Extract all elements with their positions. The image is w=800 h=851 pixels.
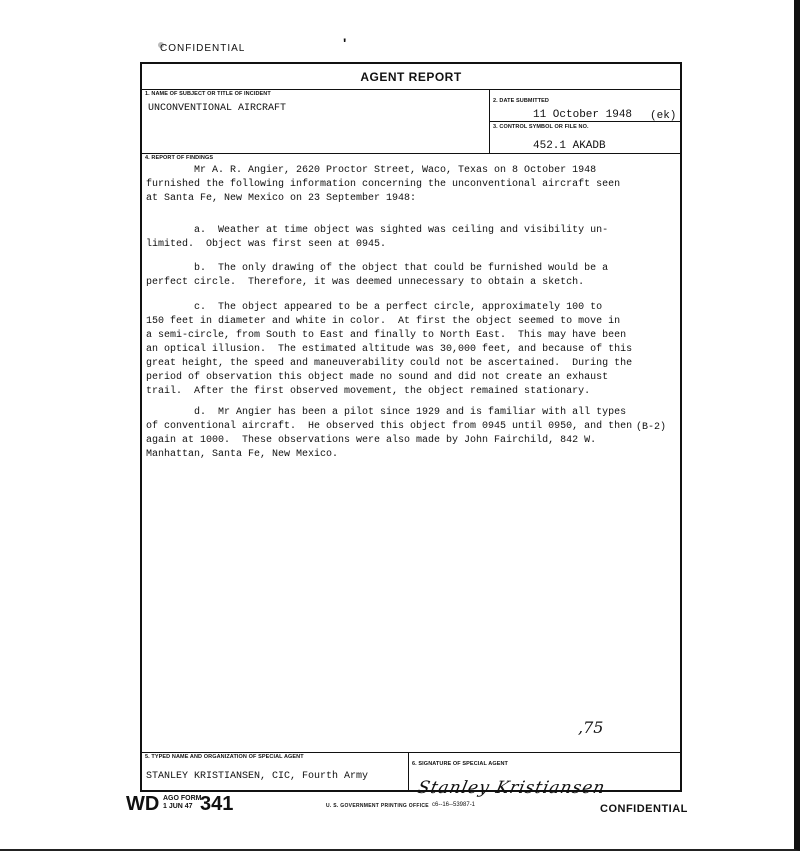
- findings-line: great height, the speed and maneuverability could not be ascertained. During the: [146, 358, 633, 369]
- control-label: 3. CONTROL SYMBOL OR FILE NO.: [493, 124, 589, 130]
- ago-form-line2: 1 JUN 47: [163, 803, 193, 810]
- page-number: ,75: [578, 718, 604, 737]
- findings-line: period of observation this object made no sound and did not create an exhaust: [146, 372, 609, 383]
- findings-line: again at 1000. These observations were also made by John Fairchild, 842 W.: [146, 435, 597, 446]
- findings-line: Manhattan, Santa Fe, New Mexico.: [146, 449, 339, 460]
- subject-value: UNCONVENTIONAL AIRCRAFT: [148, 103, 287, 114]
- findings-line: a. Weather at time object was sighted was ceiling and visibility un-: [146, 225, 609, 236]
- signature-label: 6. SIGNATURE OF SPECIAL AGENT: [412, 761, 509, 767]
- divider: [142, 153, 680, 154]
- divider: [408, 752, 409, 792]
- divider: [142, 752, 680, 753]
- findings-line: c. The object appeared to be a perfect circle, approximately 100 to: [146, 302, 603, 313]
- form-wd: WD: [126, 793, 160, 815]
- evaluation-code: (B-2): [636, 422, 667, 433]
- findings-line: an optical illusion. The estimated altitude was 30,000 feet, and because of this: [146, 344, 633, 355]
- subject-label: 1. NAME OF SUBJECT OR TITLE OF INCIDENT: [145, 91, 271, 97]
- findings-label: 4. REPORT OF FINDINGS: [145, 155, 214, 161]
- findings-line: a semi-circle, from South to East and finally to North East. This may have been: [146, 330, 627, 341]
- date-label: 2. DATE SUBMITTED: [493, 98, 549, 104]
- print-code: c6--16--53987-1: [432, 802, 476, 808]
- agent-value: STANLEY KRISTIANSEN, CIC, Fourth Army: [146, 771, 369, 782]
- findings-line: perfect circle. Therefore, it was deemed unnecessary to obtain a sketch.: [146, 277, 585, 288]
- agent-label: 5. TYPED NAME AND ORGANIZATION OF SPECIAL AGENT: [145, 754, 304, 760]
- top-mark: ': [343, 35, 347, 51]
- findings-line: b. The only drawing of the object that could be furnished would be a: [146, 263, 609, 274]
- divider: [489, 121, 682, 122]
- date-value: 11 October 1948: [533, 109, 633, 121]
- date-initials: (ek): [650, 110, 677, 122]
- form-title: AGENT REPORT: [360, 70, 462, 84]
- findings-line: trail. After the first observed movement, the object remained stationary.: [146, 386, 591, 397]
- agent-signature: Stanley Kristiansen: [415, 778, 608, 798]
- divider: [142, 89, 680, 90]
- findings-line: of conventional aircraft. He observed this object from 0945 until 0950, and then: [146, 421, 633, 432]
- classification-top: CONFIDENTIAL: [160, 43, 246, 54]
- findings-line: limited. Object was first seen at 0945.: [146, 239, 387, 250]
- findings-line: 150 feet in diameter and white in color. At first the object seemed to move in: [146, 316, 621, 327]
- ago-form-line1: AGO FORM: [163, 795, 202, 802]
- classification-bottom: CONFIDENTIAL: [600, 803, 688, 815]
- form-number: 341: [200, 793, 234, 815]
- control-value: 452.1 AKADB: [533, 140, 606, 152]
- printer-line: U. S. GOVERNMENT PRINTING OFFICE: [326, 803, 429, 809]
- findings-line: at Santa Fe, New Mexico on 23 September 1948:: [146, 193, 417, 204]
- findings-line: d. Mr Angier has been a pilot since 1929 and is familiar with all types: [146, 407, 627, 418]
- findings-line: furnished the following information concerning the unconventional aircraft seen: [146, 179, 621, 190]
- agent-report-form: [140, 62, 682, 792]
- findings-line: Mr A. R. Angier, 2620 Proctor Street, Waco, Texas on 8 October 1948: [146, 165, 597, 176]
- ago-form-label: [163, 795, 202, 811]
